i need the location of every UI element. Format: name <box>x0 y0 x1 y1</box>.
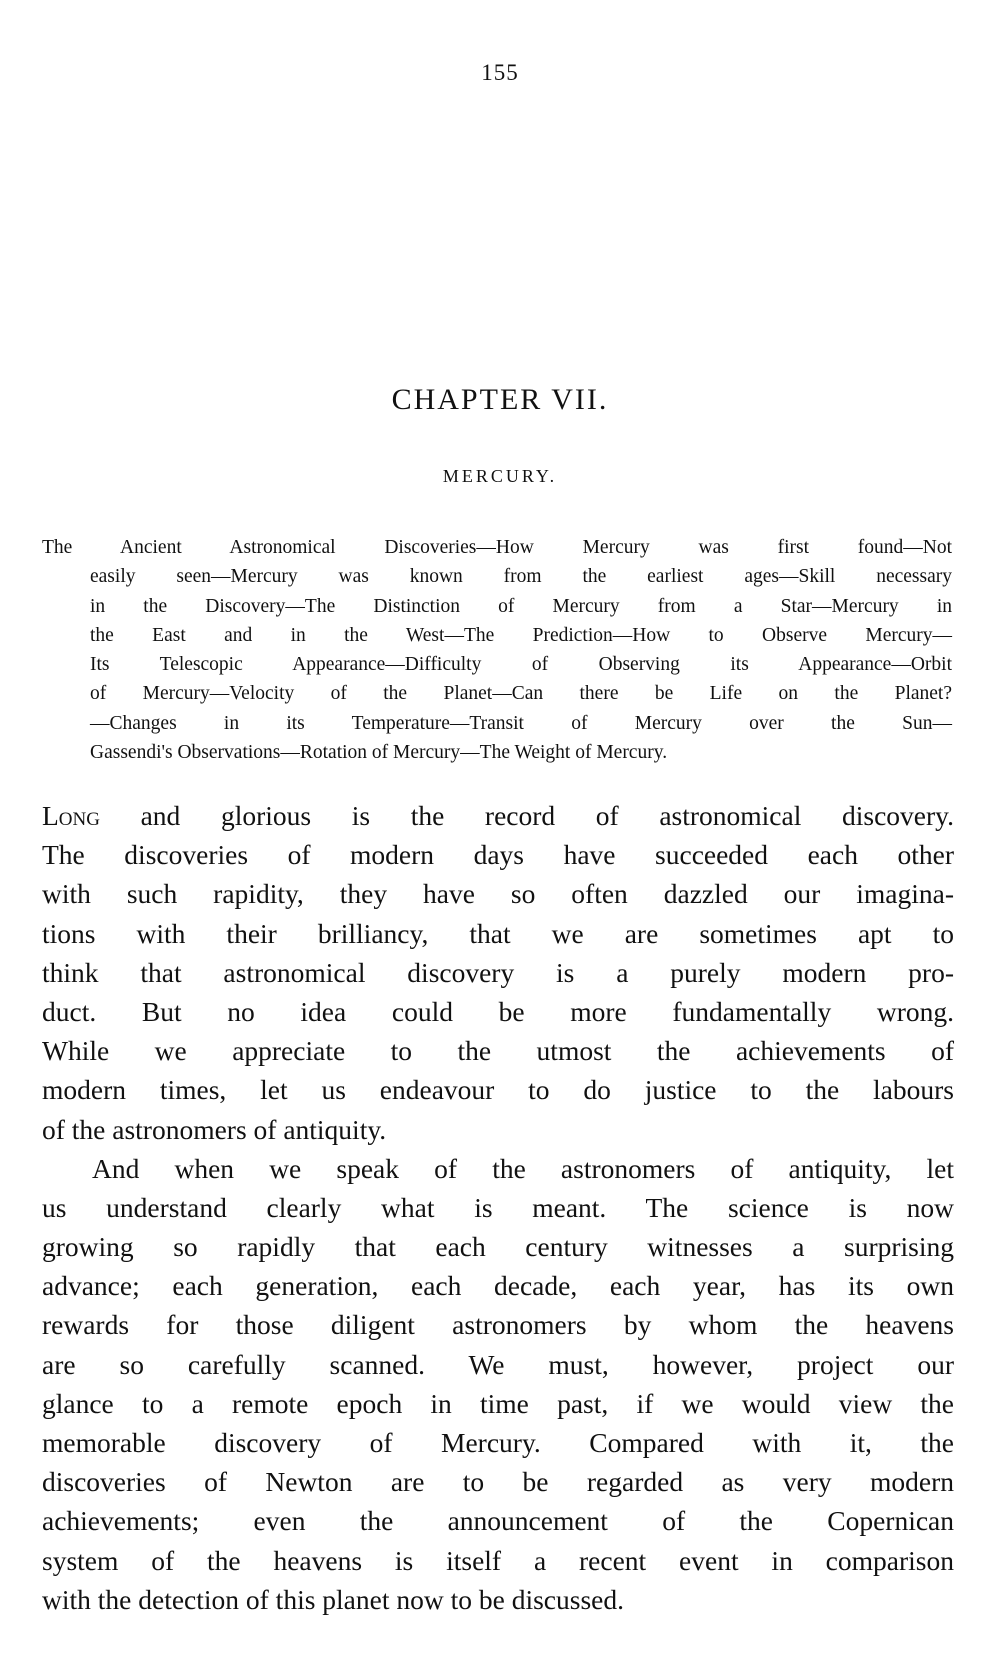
chapter-title: CHAPTER VII. <box>391 383 609 416</box>
paragraph-2-line: rewards for those diligent astronomers by whom the heavens <box>42 1309 954 1341</box>
paragraph-1-line <box>42 796 954 835</box>
summary-line: Its Telescopic Appearance—Difficulty of Observing its Appearance—Orbit <box>90 654 952 676</box>
opening-line-rest: and glorious is the record of astronomical discovery. <box>99 800 954 831</box>
summary-line: —Changes in its Temperature—Transit of Mercury over the Sun— <box>90 712 952 734</box>
paragraph-2-line: us understand clearly what is meant. The science is now <box>42 1191 954 1223</box>
paragraph-2-line: with the detection of this planet now to be discussed. <box>42 1583 624 1615</box>
summary-line: in the Discovery—The Distinction of Mercury from a Star—Mercury in <box>90 595 952 617</box>
summary-line: The Ancient Astronomical Discoveries—How Mercury was first found—Not <box>42 537 952 558</box>
paragraph-2-line: are so carefully scanned. We must, however, project our <box>42 1348 954 1380</box>
paragraph-2-line: system of the heavens is itself a recent event in comparison <box>42 1544 954 1576</box>
page-number: 155 <box>481 60 519 85</box>
summary-line: easily seen—Mercury was known from the earliest ages—Skill necessary <box>90 566 952 588</box>
chapter-summary <box>42 533 952 767</box>
summary-line: Gassendi's Observations—Rotation of Mercury—The Weight of Mercury. <box>90 742 668 764</box>
paragraph-1-line: While we appreciate to the utmost the achievements of <box>42 1035 954 1067</box>
paragraph-2-line: discoveries of Newton are to be regarded as very modern <box>42 1466 954 1498</box>
paragraph-2-line: glance to a remote epoch in time past, if we would view the <box>42 1387 954 1419</box>
paragraph-2-line: And when we speak of the astronomers of antiquity, let <box>92 1152 954 1184</box>
paragraph-1-line: of the astronomers of antiquity. <box>42 1113 387 1145</box>
opening-word: Long <box>42 800 100 831</box>
body-text <box>42 796 954 1619</box>
chapter-subtitle: MERCURY. <box>442 466 558 486</box>
paragraph-1-line: think that astronomical discovery is a purely modern pro- <box>42 956 954 988</box>
paragraph-2-line: achievements; even the announcement of the Copernican <box>42 1505 954 1537</box>
paragraph-2-line: memorable discovery of Mercury. Compared with it, the <box>42 1427 954 1458</box>
summary-line: of Mercury—Velocity of the Planet—Can there be Life on the Planet? <box>90 683 952 705</box>
paragraph-1-line: duct. But no idea could be more fundamentally wrong. <box>42 995 954 1027</box>
paragraph-2-line: growing so rapidly that each century witnesses a surprising <box>42 1231 954 1263</box>
paragraph-1-line: with such rapidity, they have so often dazzled our imagina- <box>42 878 954 910</box>
paragraph-1-line: modern times, let us endeavour to do justice to the labours <box>42 1074 954 1106</box>
paragraph-2-line: advance; each generation, each decade, each year, has its own <box>42 1270 954 1302</box>
paragraph-1-line: tions with their brilliancy, that we are sometimes apt to <box>42 917 954 949</box>
paragraph-1-line: The discoveries of modern days have succeeded each other <box>42 839 954 871</box>
summary-line: the East and in the West—The Prediction—How to Observe Mercury— <box>90 624 952 646</box>
